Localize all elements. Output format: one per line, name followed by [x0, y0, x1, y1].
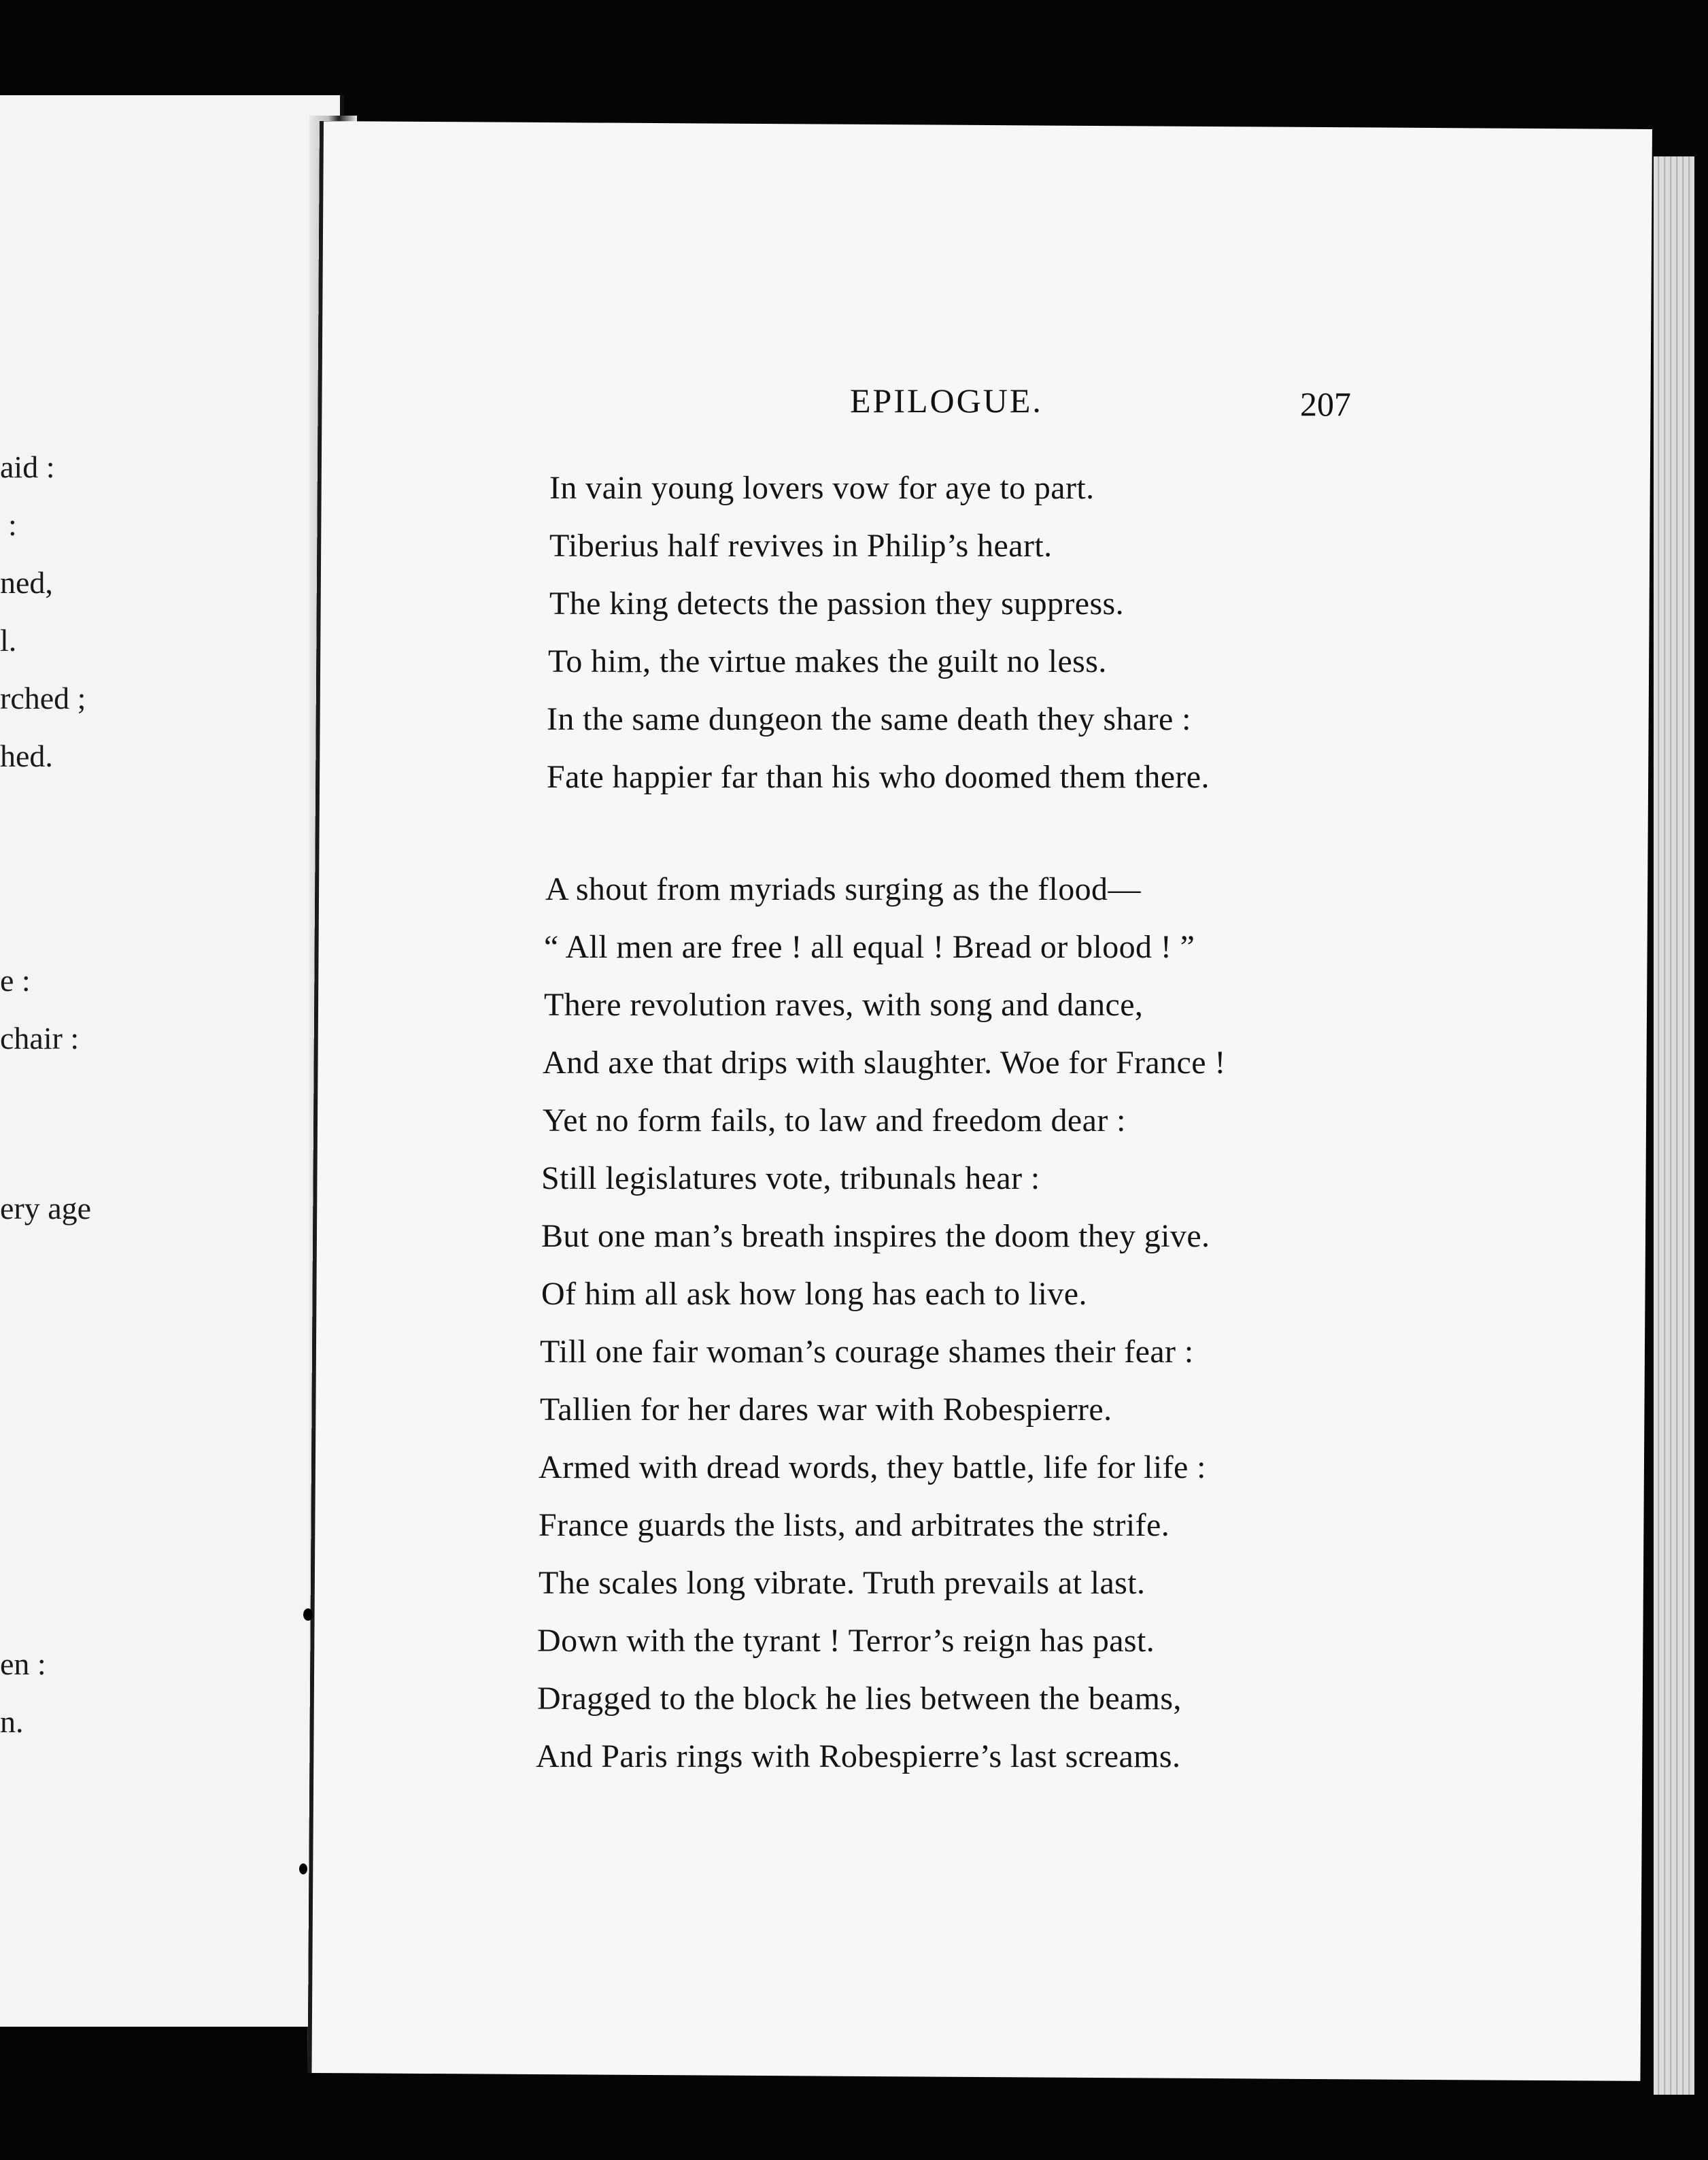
left-page-fragment: e : [0, 963, 31, 998]
left-facing-page [0, 95, 344, 2027]
running-head: EPILOGUE. [850, 382, 1043, 420]
binding-thread-mark [299, 1863, 307, 1874]
verse-line: In vain young lovers vow for aye to part. [549, 470, 1095, 506]
verse-line: The king detects the passion they suppress. [549, 586, 1125, 622]
left-page-fragment: ned, [0, 565, 53, 600]
verse-line: Still legislatures vote, tribunals hear : [541, 1160, 1040, 1196]
page-edges [1654, 156, 1694, 2095]
verse-line: Yet no form fails, to law and freedom dear : [543, 1102, 1126, 1138]
verse-line: Tallien for her dares war with Robespierre. [540, 1391, 1112, 1428]
binding-thread-mark [303, 1608, 313, 1621]
verse-line: But one man’s breath inspires the doom they give. [541, 1218, 1210, 1254]
verse-line: Armed with dread words, they battle, life for life : [539, 1449, 1206, 1485]
verse-line: “ All men are free ! all equal ! Bread or blood ! ” [544, 929, 1195, 965]
verse-line: A shout from myriads surging as the flood— [545, 871, 1141, 907]
left-page-fragment: ery age [0, 1191, 92, 1226]
verse-line: In the same dungeon the same death they share : [547, 701, 1191, 737]
verse-line: Of him all ask how long has each to live. [541, 1276, 1087, 1312]
verse-line: Dragged to the block he lies between the beams, [537, 1681, 1182, 1717]
verse-line: Fate happier far than his who doomed them there. [547, 759, 1210, 795]
verse-line: The scales long vibrate. Truth prevails at last. [539, 1565, 1146, 1601]
verse-line: There revolution raves, with song and dance, [544, 987, 1144, 1023]
left-page-fragment: en : [0, 1647, 46, 1681]
left-page-fragment: chair : [0, 1021, 80, 1056]
verse-line: Down with the tyrant ! Terror’s reign has past. [537, 1623, 1155, 1659]
left-page-fragment: aid : [0, 450, 55, 484]
verse-line: And Paris rings with Robespierre’s last screams. [536, 1738, 1181, 1774]
left-page-fragment: n. [0, 1704, 24, 1739]
verse-line: To him, the virtue makes the guilt no less. [548, 643, 1107, 679]
page-number: 207 [1300, 385, 1351, 423]
left-page-fragment: l. [0, 623, 17, 658]
left-page-fragment: hed. [0, 739, 53, 773]
verse-line: Till one fair woman’s courage shames their fear : [540, 1334, 1194, 1370]
verse-line: France guards the lists, and arbitrates the strife. [539, 1507, 1170, 1543]
left-page-fragment: : [8, 507, 17, 542]
verse-line: And axe that drips with slaughter. Woe for France ! [543, 1045, 1226, 1081]
left-page-fragment: rched ; [0, 681, 86, 715]
verse-line: Tiberius half revives in Philip’s heart. [549, 528, 1053, 564]
